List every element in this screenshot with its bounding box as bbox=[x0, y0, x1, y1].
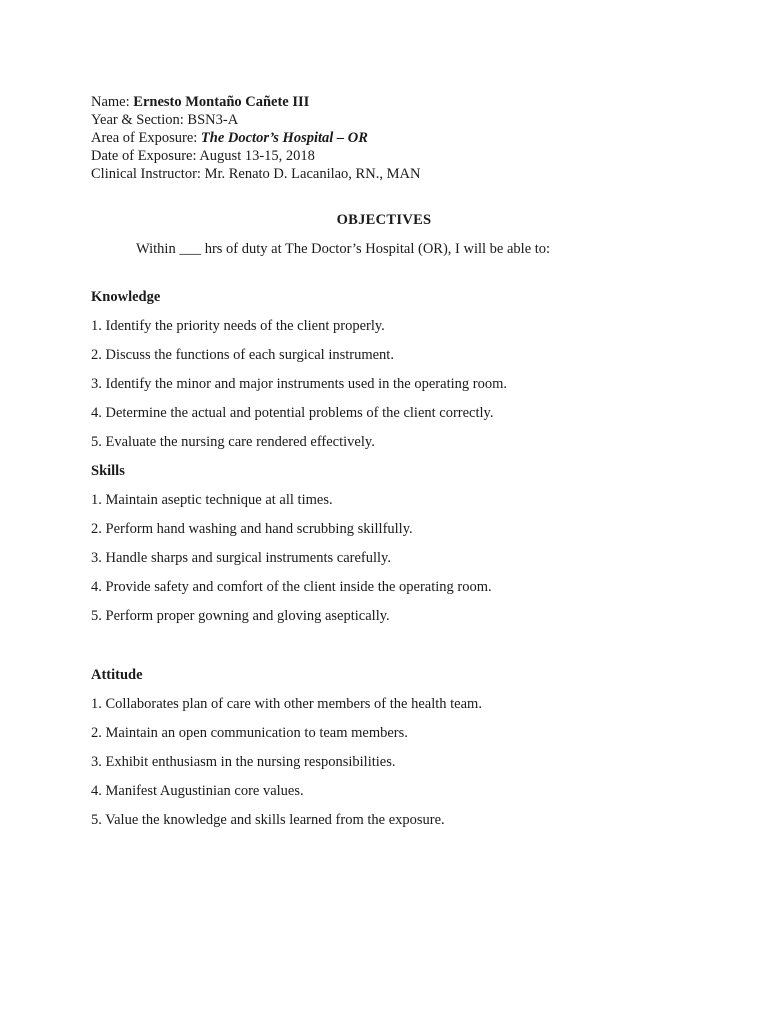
area-of-exposure-value: The Doctor’s Hospital – OR bbox=[200, 130, 368, 146]
year-section-label: Year & Section: bbox=[91, 112, 188, 128]
attitude-item: 1. Collaborates plan of care with other members of the health team. bbox=[91, 696, 482, 712]
skills-item: 4. Provide safety and comfort of the client inside the operating room. bbox=[91, 579, 492, 595]
skills-heading: Skills bbox=[91, 463, 125, 479]
name-row bbox=[91, 93, 420, 111]
skills-item: 1. Maintain aseptic technique at all times. bbox=[91, 492, 333, 508]
date-of-exposure-value: August 13-15, 2018 bbox=[199, 148, 315, 164]
knowledge-item: 5. Evaluate the nursing care rendered effectively. bbox=[91, 434, 375, 450]
name-value: Ernesto Montaño Cañete III bbox=[133, 94, 310, 110]
area-of-exposure-row bbox=[91, 129, 420, 147]
knowledge-heading: Knowledge bbox=[91, 289, 161, 305]
clinical-instructor-label: Clinical Instructor: bbox=[91, 166, 205, 182]
knowledge-section bbox=[91, 288, 507, 450]
knowledge-item: 1. Identify the priority needs of the client properly. bbox=[91, 318, 385, 334]
name-label: Name: bbox=[91, 94, 134, 110]
year-section-value: BSN3-A bbox=[187, 112, 239, 128]
date-of-exposure-row bbox=[91, 147, 420, 165]
knowledge-item: 4. Determine the actual and potential problems of the client correctly. bbox=[91, 405, 494, 421]
knowledge-item: 2. Discuss the functions of each surgical instrument. bbox=[91, 347, 394, 363]
attitude-item: 2. Maintain an open communication to team members. bbox=[91, 725, 408, 741]
skills-section bbox=[91, 462, 492, 624]
knowledge-item: 3. Identify the minor and major instruments used in the operating room. bbox=[91, 376, 507, 392]
area-of-exposure-label: Area of Exposure: bbox=[91, 130, 201, 146]
attitude-heading: Attitude bbox=[91, 667, 143, 683]
attitude-item: 5. Value the knowledge and skills learned from the exposure. bbox=[91, 812, 445, 828]
skills-item: 5. Perform proper gowning and gloving aseptically. bbox=[91, 608, 390, 624]
date-of-exposure-label: Date of Exposure: bbox=[91, 148, 200, 164]
skills-item: 2. Perform hand washing and hand scrubbing skillfully. bbox=[91, 521, 413, 537]
attitude-item: 4. Manifest Augustinian core values. bbox=[91, 783, 304, 799]
clinical-instructor-row bbox=[91, 165, 420, 183]
skills-item: 3. Handle sharps and surgical instruments carefully. bbox=[91, 550, 391, 566]
year-section-row bbox=[91, 111, 420, 129]
clinical-instructor-value: Mr. Renato D. Lacanilao, RN., MAN bbox=[204, 166, 421, 182]
student-info-block bbox=[91, 93, 420, 183]
attitude-item: 3. Exhibit enthusiasm in the nursing responsibilities. bbox=[91, 754, 396, 770]
intro-sentence: Within ___ hrs of duty at The Doctor’s Hospital (OR), I will be able to: bbox=[136, 241, 551, 257]
attitude-section bbox=[91, 666, 482, 828]
page-title: OBJECTIVES bbox=[336, 212, 432, 228]
